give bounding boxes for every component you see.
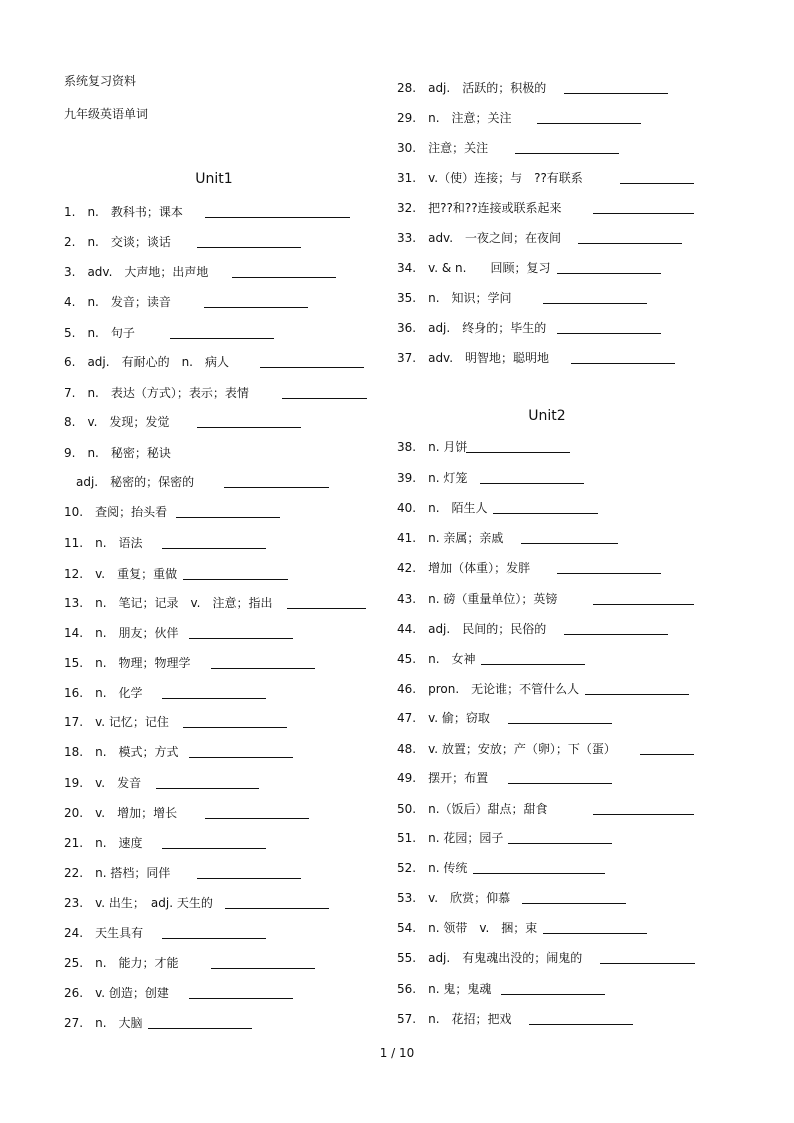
answer-blank-line[interactable] (508, 843, 612, 844)
answer-blank-line[interactable] (176, 517, 280, 518)
vocab-prompt: 32. 把??和??连接或联系起来 (397, 201, 562, 215)
vocab-prompt: 25. n. 能力；才能 (64, 956, 179, 970)
right-vocab-item-23 (397, 800, 794, 820)
vocab-prompt: adj. 秘密的；保密的 (76, 475, 195, 489)
answer-blank-line[interactable] (189, 998, 293, 999)
vocab-prompt: 50. n.（饭后）甜点；甜食 (397, 802, 548, 816)
left-vocab-item-16 (0, 654, 390, 674)
answer-blank-line[interactable] (585, 694, 689, 695)
vocab-prompt: 48. v. 放置；安放；产（卵）；下（蛋） (397, 742, 616, 756)
answer-blank-line[interactable] (620, 183, 694, 184)
vocab-prompt: 53. v. 欣赏；仰慕 (397, 891, 511, 905)
answer-blank-line[interactable] (521, 543, 618, 544)
left-vocab-item-25 (0, 924, 390, 944)
right-vocab-item-24 (397, 829, 794, 849)
answer-blank-line[interactable] (260, 367, 364, 368)
vocab-prompt: 29. n. 注意；关注 (397, 111, 512, 125)
vocab-prompt: 39. n. 灯笼 (397, 471, 468, 485)
vocab-prompt: 38. n. 月饼 (397, 440, 468, 454)
header-line-1: 系统复习资料 (64, 74, 137, 88)
vocab-prompt: 16. n. 化学 (64, 686, 143, 700)
vocab-prompt: 20. v. 增加；增长 (64, 806, 178, 820)
vocab-prompt: 43. n. 磅（重量单位）；英镑 (397, 592, 558, 606)
right-vocab-item-15 (397, 559, 794, 579)
left-vocab-item-12 (0, 534, 390, 554)
left-vocab-item-17 (0, 684, 390, 704)
answer-blank-line[interactable] (480, 483, 584, 484)
answer-blank-line[interactable] (205, 217, 350, 218)
answer-blank-line[interactable] (197, 427, 301, 428)
answer-blank-line[interactable] (466, 452, 570, 453)
right-vocab-item-26 (397, 889, 794, 909)
vocab-prompt: 23. v. 出生； adj. 天生的 (64, 896, 213, 910)
right-vocab-item-4 (397, 169, 794, 189)
left-vocab-item-24 (0, 894, 390, 914)
vocab-prompt: 27. n. 大脑 (64, 1016, 143, 1030)
answer-blank-line[interactable] (522, 903, 626, 904)
right-vocab-item-30 (397, 1010, 794, 1030)
vocab-prompt: 49. 摆开；布置 (397, 771, 489, 785)
answer-blank-line[interactable] (593, 213, 694, 214)
right-vocab-item-8 (397, 289, 794, 309)
answer-blank-line[interactable] (501, 994, 605, 995)
unit1-title: Unit1 (195, 171, 233, 187)
left-vocab-item-23 (0, 864, 390, 884)
vocab-prompt: 17. v. 记忆；记住 (64, 715, 169, 729)
left-vocab-item-11 (0, 503, 390, 523)
vocab-prompt: 6. adj. 有耐心的 n. 病人 (64, 355, 229, 369)
vocab-prompt: 9. n. 秘密；秘诀 (64, 446, 171, 460)
header-line-2: 九年级英语单词 (64, 107, 149, 121)
answer-blank-line[interactable] (162, 848, 266, 849)
vocab-prompt: 51. n. 花园；园子 (397, 831, 504, 845)
vocab-prompt: 37. adv. 明智地；聪明地 (397, 351, 550, 365)
vocab-prompt: 36. adj. 终身的；毕生的 (397, 321, 547, 335)
left-vocab-item-10 (0, 473, 390, 493)
vocab-prompt: 13. n. 笔记；记录 v. 注意；指出 (64, 596, 273, 610)
vocab-prompt: 8. v. 发现；发觉 (64, 415, 170, 429)
answer-blank-line[interactable] (162, 938, 266, 939)
vocab-prompt: 19. v. 发音 (64, 776, 142, 790)
answer-blank-line[interactable] (593, 814, 694, 815)
answer-blank-line[interactable] (508, 783, 612, 784)
unit2-title: Unit2 (528, 408, 566, 424)
answer-blank-line[interactable] (170, 338, 274, 339)
right-vocab-item-13 (397, 499, 794, 519)
left-vocab-item-14 (0, 594, 390, 614)
answer-blank-line[interactable] (287, 608, 366, 609)
vocab-prompt: 47. v. 偷；窃取 (397, 711, 490, 725)
vocab-prompt: 44. adj. 民间的；民俗的 (397, 622, 547, 636)
right-vocab-item-17 (397, 620, 794, 640)
vocab-prompt: 45. n. 女神 (397, 652, 476, 666)
vocab-prompt: 3. adv. 大声地；出声地 (64, 265, 209, 279)
left-vocab-item-1 (0, 203, 390, 223)
vocab-prompt: 55. adj. 有鬼魂出没的；闹鬼的 (397, 951, 583, 965)
answer-blank-line[interactable] (481, 664, 585, 665)
vocab-prompt: 33. adv. 一夜之间；在夜间 (397, 231, 562, 245)
answer-blank-line[interactable] (593, 604, 694, 605)
vocab-prompt: 7. n. 表达（方式）；表示；表情 (64, 386, 249, 400)
right-vocab-item-27 (397, 919, 794, 939)
vocab-prompt: 15. n. 物理；物理学 (64, 656, 191, 670)
vocab-prompt: 28. adj. 活跃的；积极的 (397, 81, 547, 95)
right-vocab-item-22 (397, 769, 794, 789)
left-vocab-item-27 (0, 984, 390, 1004)
answer-blank-line[interactable] (557, 573, 661, 574)
right-vocab-item-6 (397, 229, 794, 249)
answer-blank-line[interactable] (493, 513, 598, 514)
left-vocab-item-28 (0, 1014, 390, 1034)
answer-blank-line[interactable] (508, 723, 612, 724)
vocab-prompt: 57. n. 花招；把戏 (397, 1012, 512, 1026)
vocab-prompt: 31. v.（使）连接；与 ??有联系 (397, 171, 583, 185)
left-vocab-item-2 (0, 233, 390, 253)
answer-blank-line[interactable] (211, 968, 315, 969)
answer-blank-line[interactable] (600, 963, 695, 964)
left-vocab-item-15 (0, 624, 390, 644)
vocab-prompt: 11. n. 语法 (64, 536, 143, 550)
left-vocab-item-13 (0, 565, 390, 585)
right-vocab-item-2 (397, 109, 794, 129)
right-vocab-item-11 (397, 438, 794, 458)
answer-blank-line[interactable] (189, 757, 293, 758)
answer-blank-line[interactable] (197, 247, 301, 248)
answer-blank-line[interactable] (211, 668, 315, 669)
answer-blank-line[interactable] (515, 153, 619, 154)
right-vocab-item-18 (397, 650, 794, 670)
vocab-prompt: 40. n. 陌生人 (397, 501, 488, 515)
right-vocab-item-28 (397, 949, 794, 969)
vocab-prompt: 10. 查阅；抬头看 (64, 505, 168, 519)
answer-blank-line[interactable] (189, 638, 293, 639)
vocab-prompt: 21. n. 速度 (64, 836, 143, 850)
answer-blank-line[interactable] (204, 307, 308, 308)
answer-blank-line[interactable] (183, 579, 288, 580)
vocab-prompt: 41. n. 亲属；亲戚 (397, 531, 504, 545)
vocab-prompt: 14. n. 朋友；伙伴 (64, 626, 179, 640)
answer-blank-line[interactable] (197, 878, 301, 879)
left-vocab-item-20 (0, 774, 390, 794)
vocab-prompt: 42. 增加（体重）；发胖 (397, 561, 531, 575)
vocab-prompt: 35. n. 知识；学问 (397, 291, 512, 305)
vocab-prompt: 30. 注意；关注 (397, 141, 489, 155)
page-number: 1 / 10 (379, 1046, 415, 1060)
right-vocab-item-21 (397, 740, 794, 760)
right-vocab-item-14 (397, 529, 794, 549)
right-vocab-item-7 (397, 259, 794, 279)
left-vocab-item-18 (0, 713, 390, 733)
left-vocab-item-3 (0, 263, 390, 283)
answer-blank-line[interactable] (557, 333, 661, 334)
vocab-prompt: 12. v. 重复；重做 (64, 567, 178, 581)
answer-blank-line[interactable] (148, 1028, 252, 1029)
answer-blank-line[interactable] (571, 363, 675, 364)
vocab-prompt: 56. n. 鬼；鬼魂 (397, 982, 492, 996)
answer-blank-line[interactable] (564, 634, 668, 635)
answer-blank-line[interactable] (543, 303, 647, 304)
left-vocab-item-8 (0, 413, 390, 433)
left-vocab-item-5 (0, 324, 390, 344)
answer-blank-line[interactable] (205, 818, 309, 819)
left-vocab-item-9 (0, 444, 390, 464)
right-vocab-item-10 (397, 349, 794, 369)
right-vocab-item-5 (397, 199, 794, 219)
answer-blank-line[interactable] (564, 93, 668, 94)
left-vocab-item-21 (0, 804, 390, 824)
answer-blank-line[interactable] (224, 487, 329, 488)
vocab-prompt: 54. n. 领带 v. 捆；束 (397, 921, 538, 935)
right-vocab-item-16 (397, 590, 794, 610)
vocab-prompt: 24. 天生具有 (64, 926, 144, 940)
left-vocab-item-4 (0, 293, 390, 313)
vocab-prompt: 26. v. 创造；创建 (64, 986, 169, 1000)
right-vocab-item-25 (397, 859, 794, 879)
vocab-prompt: 46. pron. 无论谁；不管什么人 (397, 682, 580, 696)
vocab-prompt: 4. n. 发音；读音 (64, 295, 171, 309)
answer-blank-line[interactable] (557, 273, 661, 274)
right-vocab-item-19 (397, 680, 794, 700)
answer-blank-line[interactable] (162, 698, 266, 699)
right-vocab-item-9 (397, 319, 794, 339)
vocab-prompt: 1. n. 教科书；课本 (64, 205, 183, 219)
answer-blank-line[interactable] (578, 243, 682, 244)
right-vocab-item-29 (397, 980, 794, 1000)
answer-blank-line[interactable] (640, 754, 694, 755)
vocab-prompt: 34. v. & n. 回顾；复习 (397, 261, 551, 275)
left-vocab-item-19 (0, 743, 390, 763)
answer-blank-line[interactable] (473, 873, 605, 874)
answer-blank-line[interactable] (282, 398, 367, 399)
left-vocab-item-22 (0, 834, 390, 854)
answer-blank-line[interactable] (537, 123, 641, 124)
vocab-prompt: 5. n. 句子 (64, 326, 135, 340)
right-vocab-item-12 (397, 469, 794, 489)
answer-blank-line[interactable] (529, 1024, 633, 1025)
answer-blank-line[interactable] (162, 548, 266, 549)
answer-blank-line[interactable] (543, 933, 647, 934)
answer-blank-line[interactable] (156, 788, 259, 789)
answer-blank-line[interactable] (225, 908, 329, 909)
vocab-prompt: 22. n. 搭档；同伴 (64, 866, 171, 880)
vocab-prompt: 2. n. 交谈；谈话 (64, 235, 171, 249)
right-vocab-item-3 (397, 139, 794, 159)
left-vocab-item-26 (0, 954, 390, 974)
right-vocab-item-1 (397, 79, 794, 99)
vocab-prompt: 52. n. 传统 (397, 861, 468, 875)
vocab-prompt: 18. n. 模式；方式 (64, 745, 179, 759)
left-vocab-item-6 (0, 353, 390, 373)
left-vocab-item-7 (0, 384, 390, 404)
right-vocab-item-20 (397, 709, 794, 729)
answer-blank-line[interactable] (232, 277, 336, 278)
answer-blank-line[interactable] (183, 727, 287, 728)
